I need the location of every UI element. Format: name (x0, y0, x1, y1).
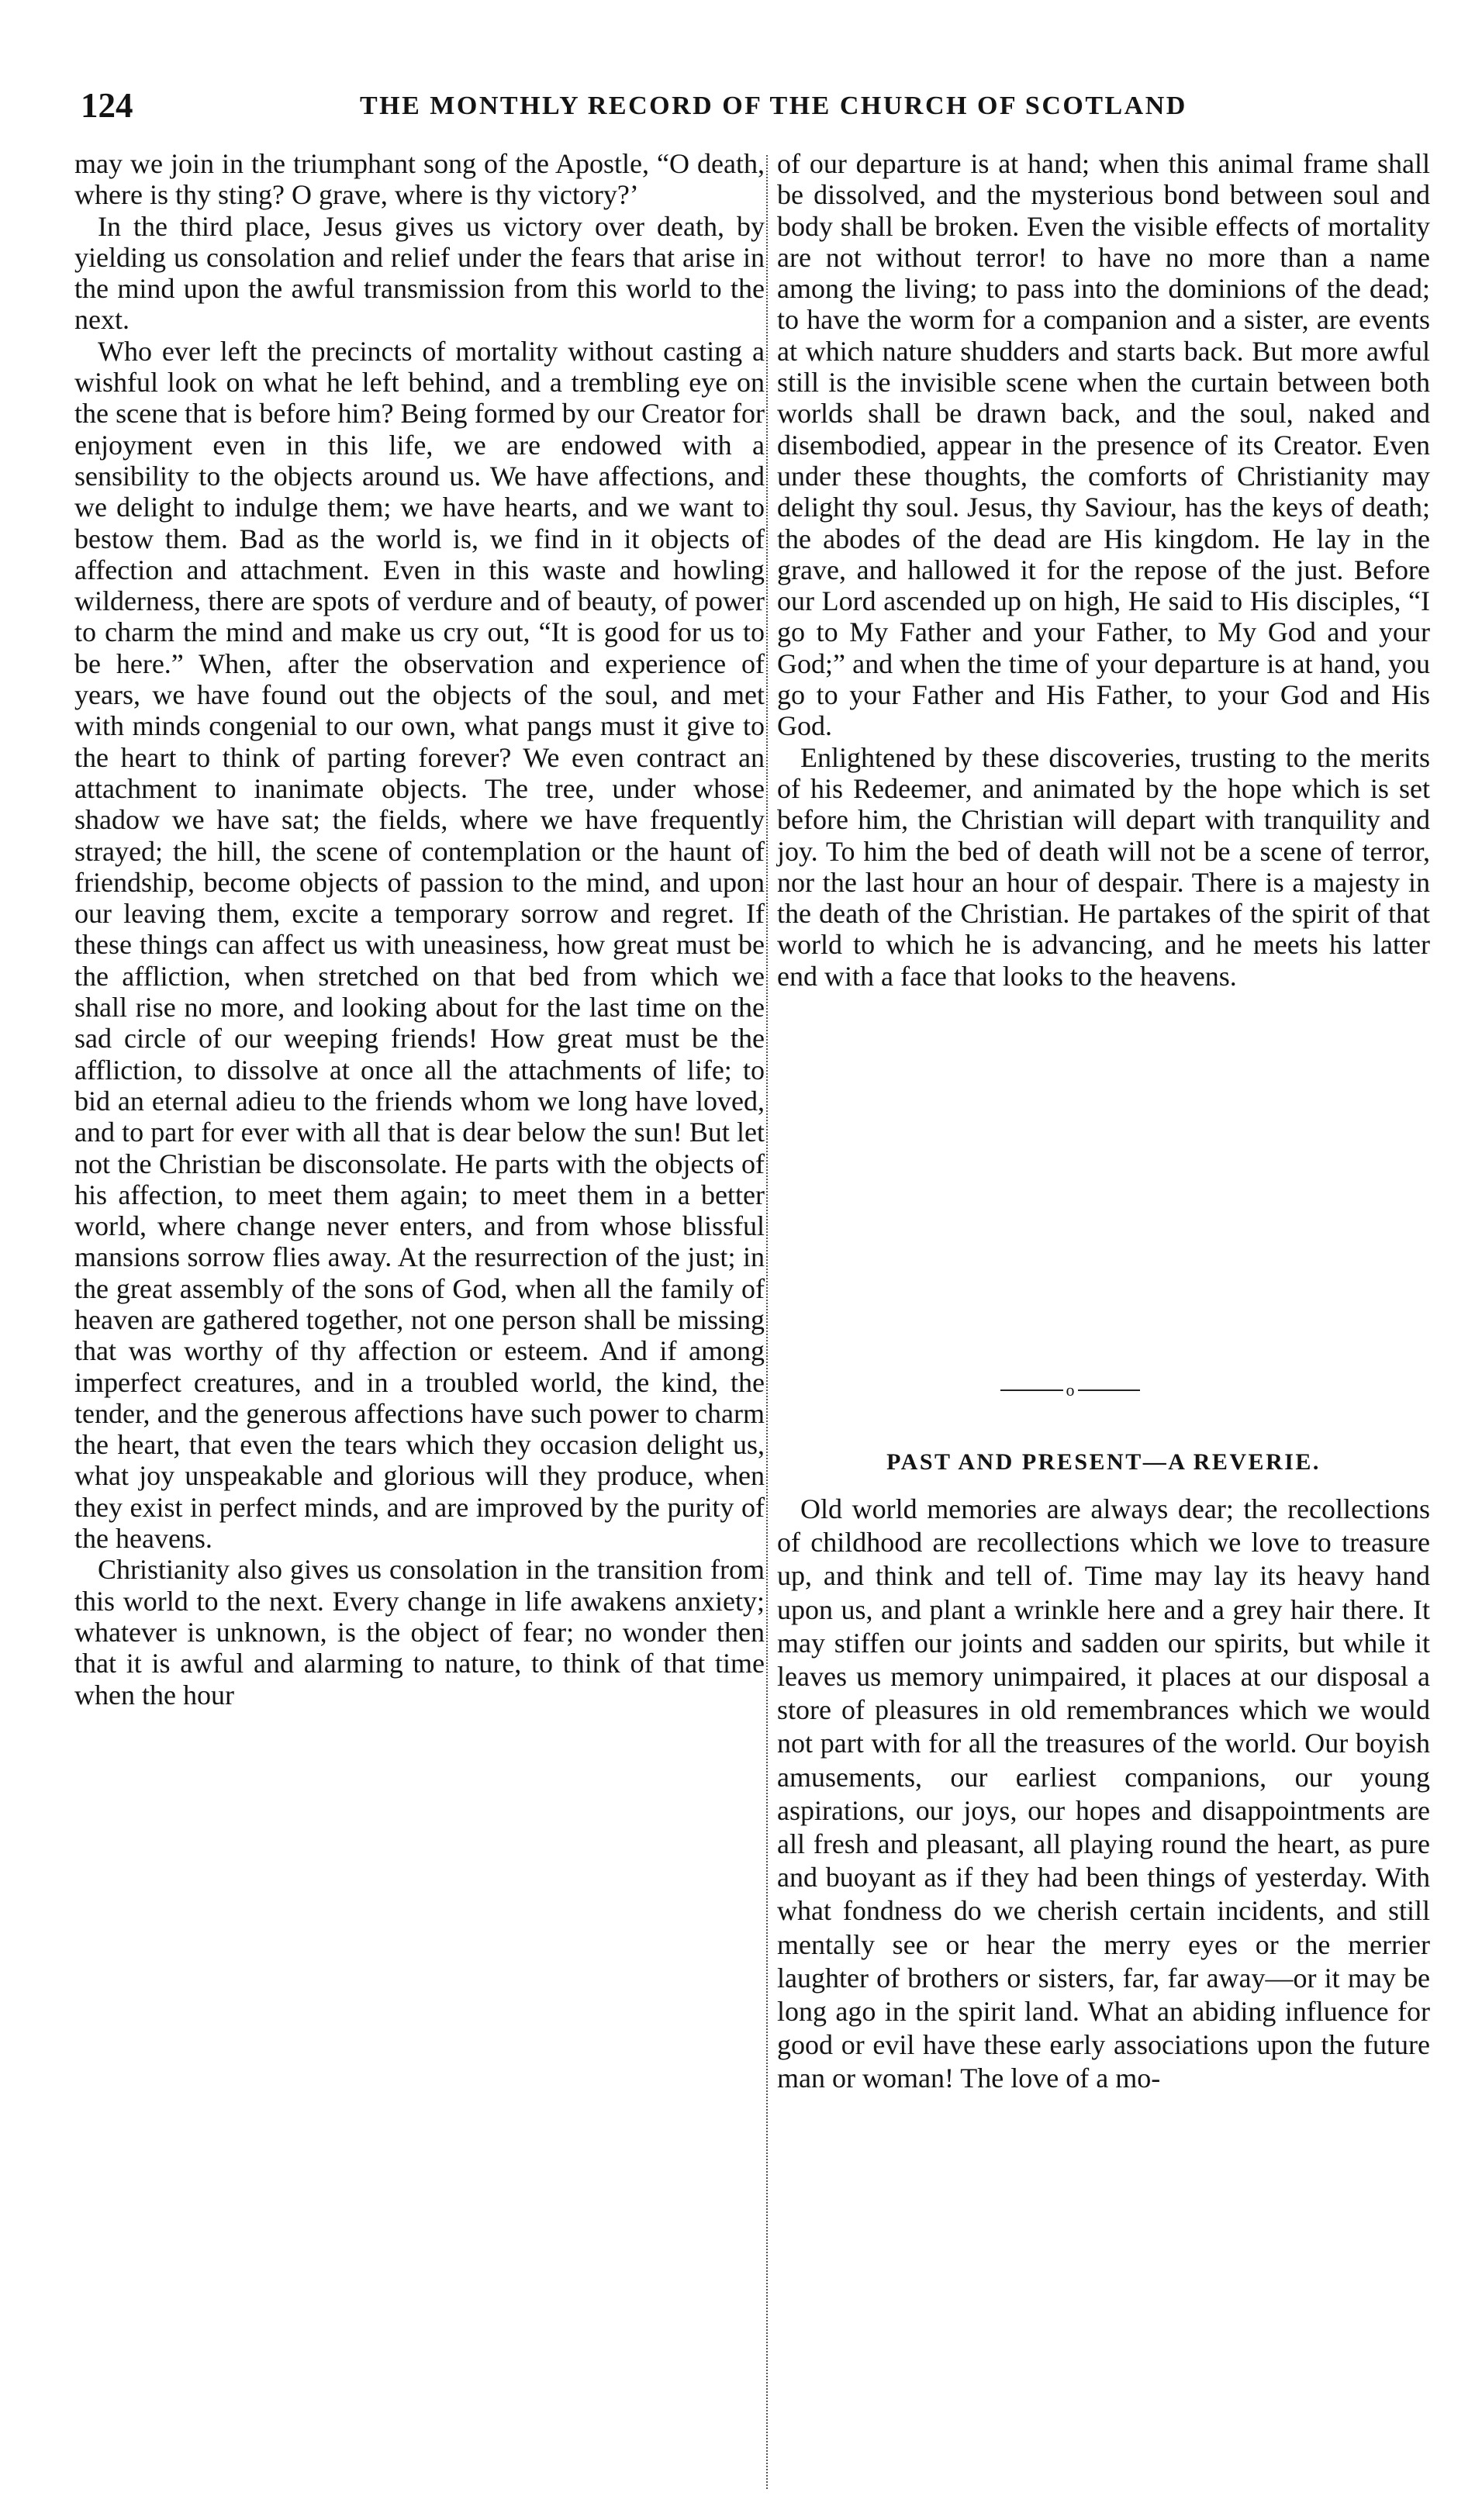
divider-line-left (1000, 1389, 1063, 1391)
left-paragraph-1: may we join in the triumphant song of the Apostle, “O death, where is thy sting? O grave, where is thy victory?’ (74, 148, 765, 211)
article-paragraph-1: Old world memories are always dear; the recollections of childhood are recollections which we love to treasure up, and think and tell of. Time may lay its heavy hand upon us, and plant a wrinkle here and a grey hair there. It may stiffen our joints and sadden our spirits, but while it leaves us memory unimpaired, it places at our disposal a store of pleasures in old remembrances which we would not part with for all the treasures of the world. Our boyish amusements, our earliest companions, our young aspirations, our joys, our hopes and disappointments are all fresh and pleasant, all playing round the heart, as pure and buoyant as if they had been things of yesterday. With what fondness do we cherish certain incidents, and still mentally see or hear the merry eyes or the merrier laughter of brothers or sisters, far, far away—or it may be long ago in the spirit land. What an abiding influence for good or evil have these early associations upon the future man or woman! The love of a mo- (777, 1493, 1430, 2094)
left-paragraph-3: Who ever left the precincts of mortality without casting a wishful look on what he left behind, and a trembling eye on the scene that is before him? Being formed by our Creator for enjoyment even in this life, we are endowed with a sensibility to the objects around us. We have affections, and we delight to indulge them; we have hearts, and we want to bestow them. Bad as the world is, we find in it objects of affection and attachment. Even in this waste and howling wilderness, there are spots of verdure and of beauty, of power to charm the mind and make us cry out, “It is good for us to be here.” When, after the observation and experience of years, we have found out the objects of the soul, and met with minds congenial to our own, what pangs must it give to the heart to think of parting forever? We even contract an attachment to inanimate objects. The tree, under whose shadow we have sat; the fields, where we have frequently strayed; the hill, the scene of contemplation or the haunt of friendship, become objects of passion to the mind, and upon our leaving them, excite a temporary sorrow and regret. If these things can affect us with uneasiness, how great must be the affliction, when stretched on that bed from which we shall rise no more, and looking about for the last time on the sad circle of our weeping friends! How great must be the affliction, to dissolve at once all the attachments of life; to bid an eternal adieu to the friends whom we long have loved, and to part for ever with all that is dear below the sun! But let not the Christian be disconsolate. He parts with the objects of his affection, to meet them again; to meet them in a better world, where change never enters, and from whose blissful mansions sorrow flies away. At the resurrection of the just; in the great assembly of the sons of God, when all the family of heaven are gathered together, not one person shall be missing that was worthy of thy affection or esteem. And if among imperfect creatures, and in a troubled world, the kind, the tender, and the generous affections have such power to charm the heart, that even the tears which they occasion delight us, what joy unspeakable and glorious will they produce, when they exist in perfect minds, and are improved by the purity of the heavens. (74, 335, 765, 1555)
article-title: PAST AND PRESENT—A REVERIE. (886, 1449, 1321, 1475)
left-paragraph-4: Christianity also gives us consolation in the transition from this world to the next. Every change in life awakens anxiety; whatever is unknown, is the object of fear; no wonder then that it is awful and alarming to nature, to think of that time when the hour (74, 1554, 765, 1710)
right-paragraph-2: Enlightened by these discoveries, trusting to the merits of his Redeemer, and animated by the hope which is set before him, the Christian will depart with tranquility and joy. To him the bed of death will not be a scene of terror, nor the last hour an hour of despair. There is a majesty in the death of the Christian. He partakes of the spirit of that world to which he is advancing, and he meets his latter end with a face that looks to the heavens. (777, 741, 1430, 992)
journal-title: THE MONTHLY RECORD OF THE CHURCH OF SCOTLAND (360, 91, 1187, 120)
left-column (74, 148, 765, 1710)
right-column (777, 148, 1430, 992)
left-paragraph-2: In the third place, Jesus gives us victory over death, by yielding us consolation and relief under the fears that arise in the mind upon the awful transmission from this world to the next. (74, 210, 765, 336)
page-number: 124 (81, 86, 133, 125)
article-body (777, 1493, 1430, 2096)
column-divider-rule (766, 155, 768, 2489)
divider-ornament: o (1066, 1380, 1075, 1400)
running-head (81, 82, 1190, 129)
divider-line-right (1078, 1389, 1141, 1391)
right-paragraph-1: of our departure is at hand; when this animal frame shall be dissolved, and the mysterious bond between soul and body shall be broken. Even the visible effects of mortality are not without terror! to have no more than a name among the living; to pass into the dominions of the dead; to have the worm for a companion and a sister, are events at which nature shudders and starts back. But more awful still is the invisible scene when the curtain between both worlds shall be drawn back, and the soul, naked and disembodied, appear in the presence of its Creator. Even under these thoughts, the comforts of Christianity may delight thy soul. Jesus, thy Saviour, has the keys of death; the abodes of the dead are His kingdom. He lay in the grave, and hallowed it for the repose of the just. Before our Lord ascended up on high, He said to His disciples, “I go to My Father and your Father, to My God and your God;” and when the time of your departure is at hand, you go to your Father and His Father, to your God and His God. (777, 148, 1430, 742)
section-divider (1000, 1380, 1140, 1400)
